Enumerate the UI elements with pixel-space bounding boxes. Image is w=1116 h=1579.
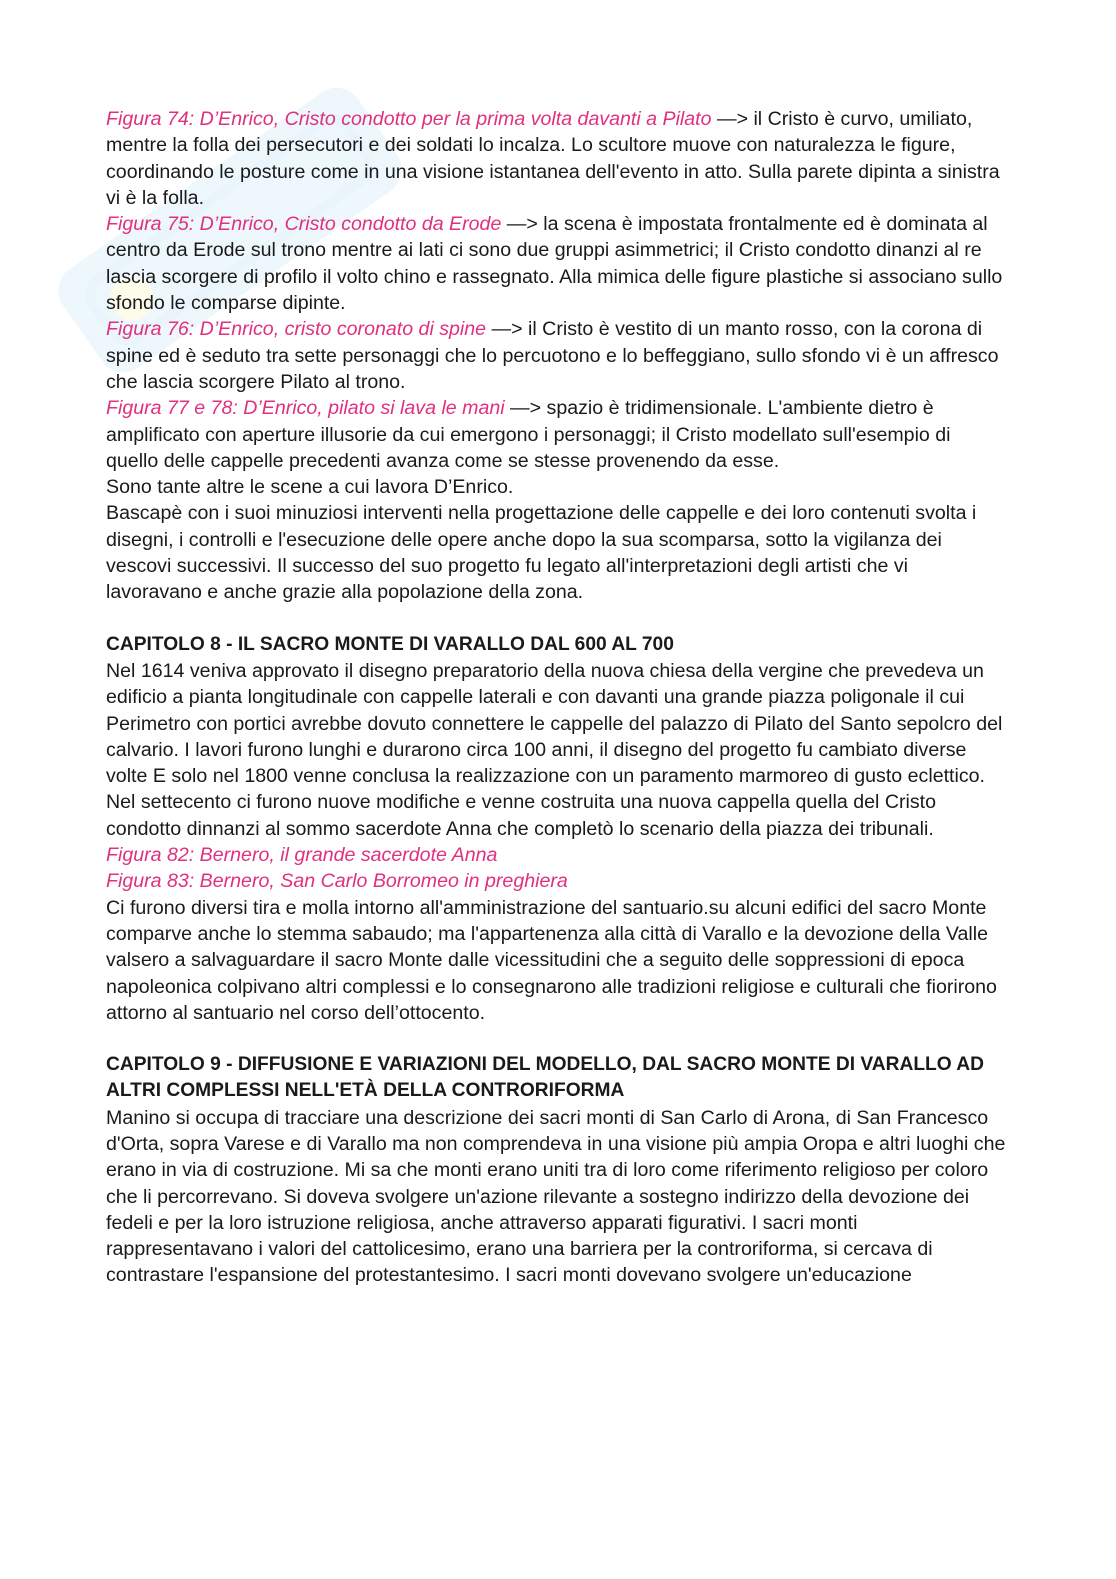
figure-paragraph-75: [106, 211, 1006, 316]
figure-caption-74: Figura 74: D’Enrico, Cristo condotto per la prima volta davanti a Pilato: [106, 108, 712, 130]
paragraph-bascape: Bascapè con i suoi minuziosi interventi nella progettazione delle cappelle e dei loro contenuti svolta i disegni, i controlli e l'esecuzione delle opere anche dopo la sua scomparsa, sotto la vigilanza dei vescovi successivi. Il successo del suo progetto fu legato all'interpretazioni degli artisti che vi lavoravano e anche grazie alla popolazione della zona.: [106, 502, 977, 604]
figure-caption-83: Figura 83: Bernero, San Carlo Borromeo in preghiera: [106, 870, 568, 893]
chapter-9-paragraph-1: Manino si occupa di tracciare una descrizione dei sacri monti di San Carlo di Arona, di San Francesco d'Orta, sopra Varese e di Varallo ma non comprendeva in una visione più ampia Oropa e altri luoghi che erano in via di costruzione. Mi sa che monti erano uniti tra di loro come riferimento religioso per coloro che li percorrevano. Si doveva svolgere un'azione rilevante a sostegno indirizzo della devozione dei fedeli e per la loro istruzione religiosa, anche attraverso apparati figurativi. I sacri monti rappresentavano i valori del cattolicesimo, erano una barriera per la controriforma, si cercava di contrastare l'espansione del protestantesimo. I sacri monti dovevano svolgere un'educazione: [106, 1106, 1006, 1287]
figure-paragraph-74: [106, 106, 1006, 211]
figure-caption-82: Figura 82: Bernero, il grande sacerdote Anna: [106, 844, 498, 867]
chapter-9-heading: CAPITOLO 9 - DIFFUSIONE E VARIAZIONI DEL MODELLO, DAL SACRO MONTE DI VARALLO AD ALTRI COMPLESSI NELL'ETÀ DELLA CONTRORIFORMA: [106, 1054, 985, 1102]
figure-description-74: —> il Cristo è curvo, umiliato, mentre la folla dei persecutori e dei soldati lo incalza. Lo scultore muove con naturalezza le figure, coordinando le posture come in una visione istantanea dell'evento in atto. Sulla parete dipinta a sinistra vi è la folla.: [106, 108, 1000, 209]
figure-caption-76: Figura 76: D’Enrico, cristo coronato di spine: [106, 318, 487, 341]
chapter-8-paragraph-1: Nel 1614 veniva approvato il disegno preparatorio della nuova chiesa della vergine che prevedeva un edificio a pianta longitudinale con cappelle laterali e con davanti una grande piazza poligonale il cui Perimetro con portici avrebbe dovuto connettere le cappelle del palazzo di Pilato del Santo sepolcro del calvario. I lavori furono lunghi e durarono circa 100 anni, il disegno del progetto fu cambiato diverse volte E solo nel 1800 venne conclusa la realizzazione con un paramento marmoreo di gusto eclettico.: [106, 659, 1003, 788]
figure-description-77-78: —> spazio è tridimensionale. L'ambiente dietro è amplificato con aperture illusorie da cui emergono i personaggi; il Cristo modellato sull'esempio di quello delle cappelle precedenti avanza come se stesse provenendo da esse.: [106, 397, 951, 472]
figure-caption-75: Figura 75: D’Enrico, Cristo condotto da Erode: [106, 213, 502, 236]
document-page: [106, 106, 1006, 1289]
figure-paragraph-77-78: [106, 395, 1006, 474]
figure-description-75: —> la scena è impostata frontalmente ed è dominata al centro da Erode sul trono mentre ai lati ci sono due gruppi asimmetrici; il Cristo condotto dinanzi al re lascia scorgere di profilo il volto chino e rassegnato. Alla mimica delle figure plastiche si associano sullo sfondo le comparse dipinte.: [106, 213, 1003, 315]
chapter-8-paragraph-3: Ci furono diversi tira e molla intorno all'amministrazione del santuario.su alcuni edifici del sacro Monte comparve anche lo stemma sabaudo; ma l'appartenenza alla città di Varallo e la devozione della Valle valsero a salvaguardare il sacro Monte dalle vicessitudini che a seguito delle soppressioni di epoca napoleonica colpivano altri complessi e lo consegnarono alle tradizioni religiose e culturali che fiorirono attorno al santuario nel corso dell’ottocento.: [106, 896, 997, 1024]
chapter-8-paragraph-2: Nel settecento ci furono nuove modifiche e venne costruita una nuova cappella quella del Cristo condotto dinnanzi al sommo sacerdote Anna che completò lo scenario della piazza dei tribunali.: [106, 791, 936, 840]
figure-caption-77-78: Figura 77 e 78: D’Enrico, pilato si lava le mani: [106, 397, 505, 420]
paragraph-scene: Sono tante altre le scene a cui lavora D’Enrico.: [106, 476, 514, 499]
chapter-8-heading: CAPITOLO 8 - IL SACRO MONTE DI VARALLO DAL 600 AL 700: [106, 633, 674, 655]
figure-paragraph-76: [106, 316, 1006, 395]
figure-description-76: —> il Cristo è vestito di un manto rosso, con la corona di spine ed è seduto tra sette personaggi che lo percuotono e lo beffeggiano, sullo sfondo vi è un affresco che lascia scorgere Pilato al trono.: [106, 318, 999, 393]
